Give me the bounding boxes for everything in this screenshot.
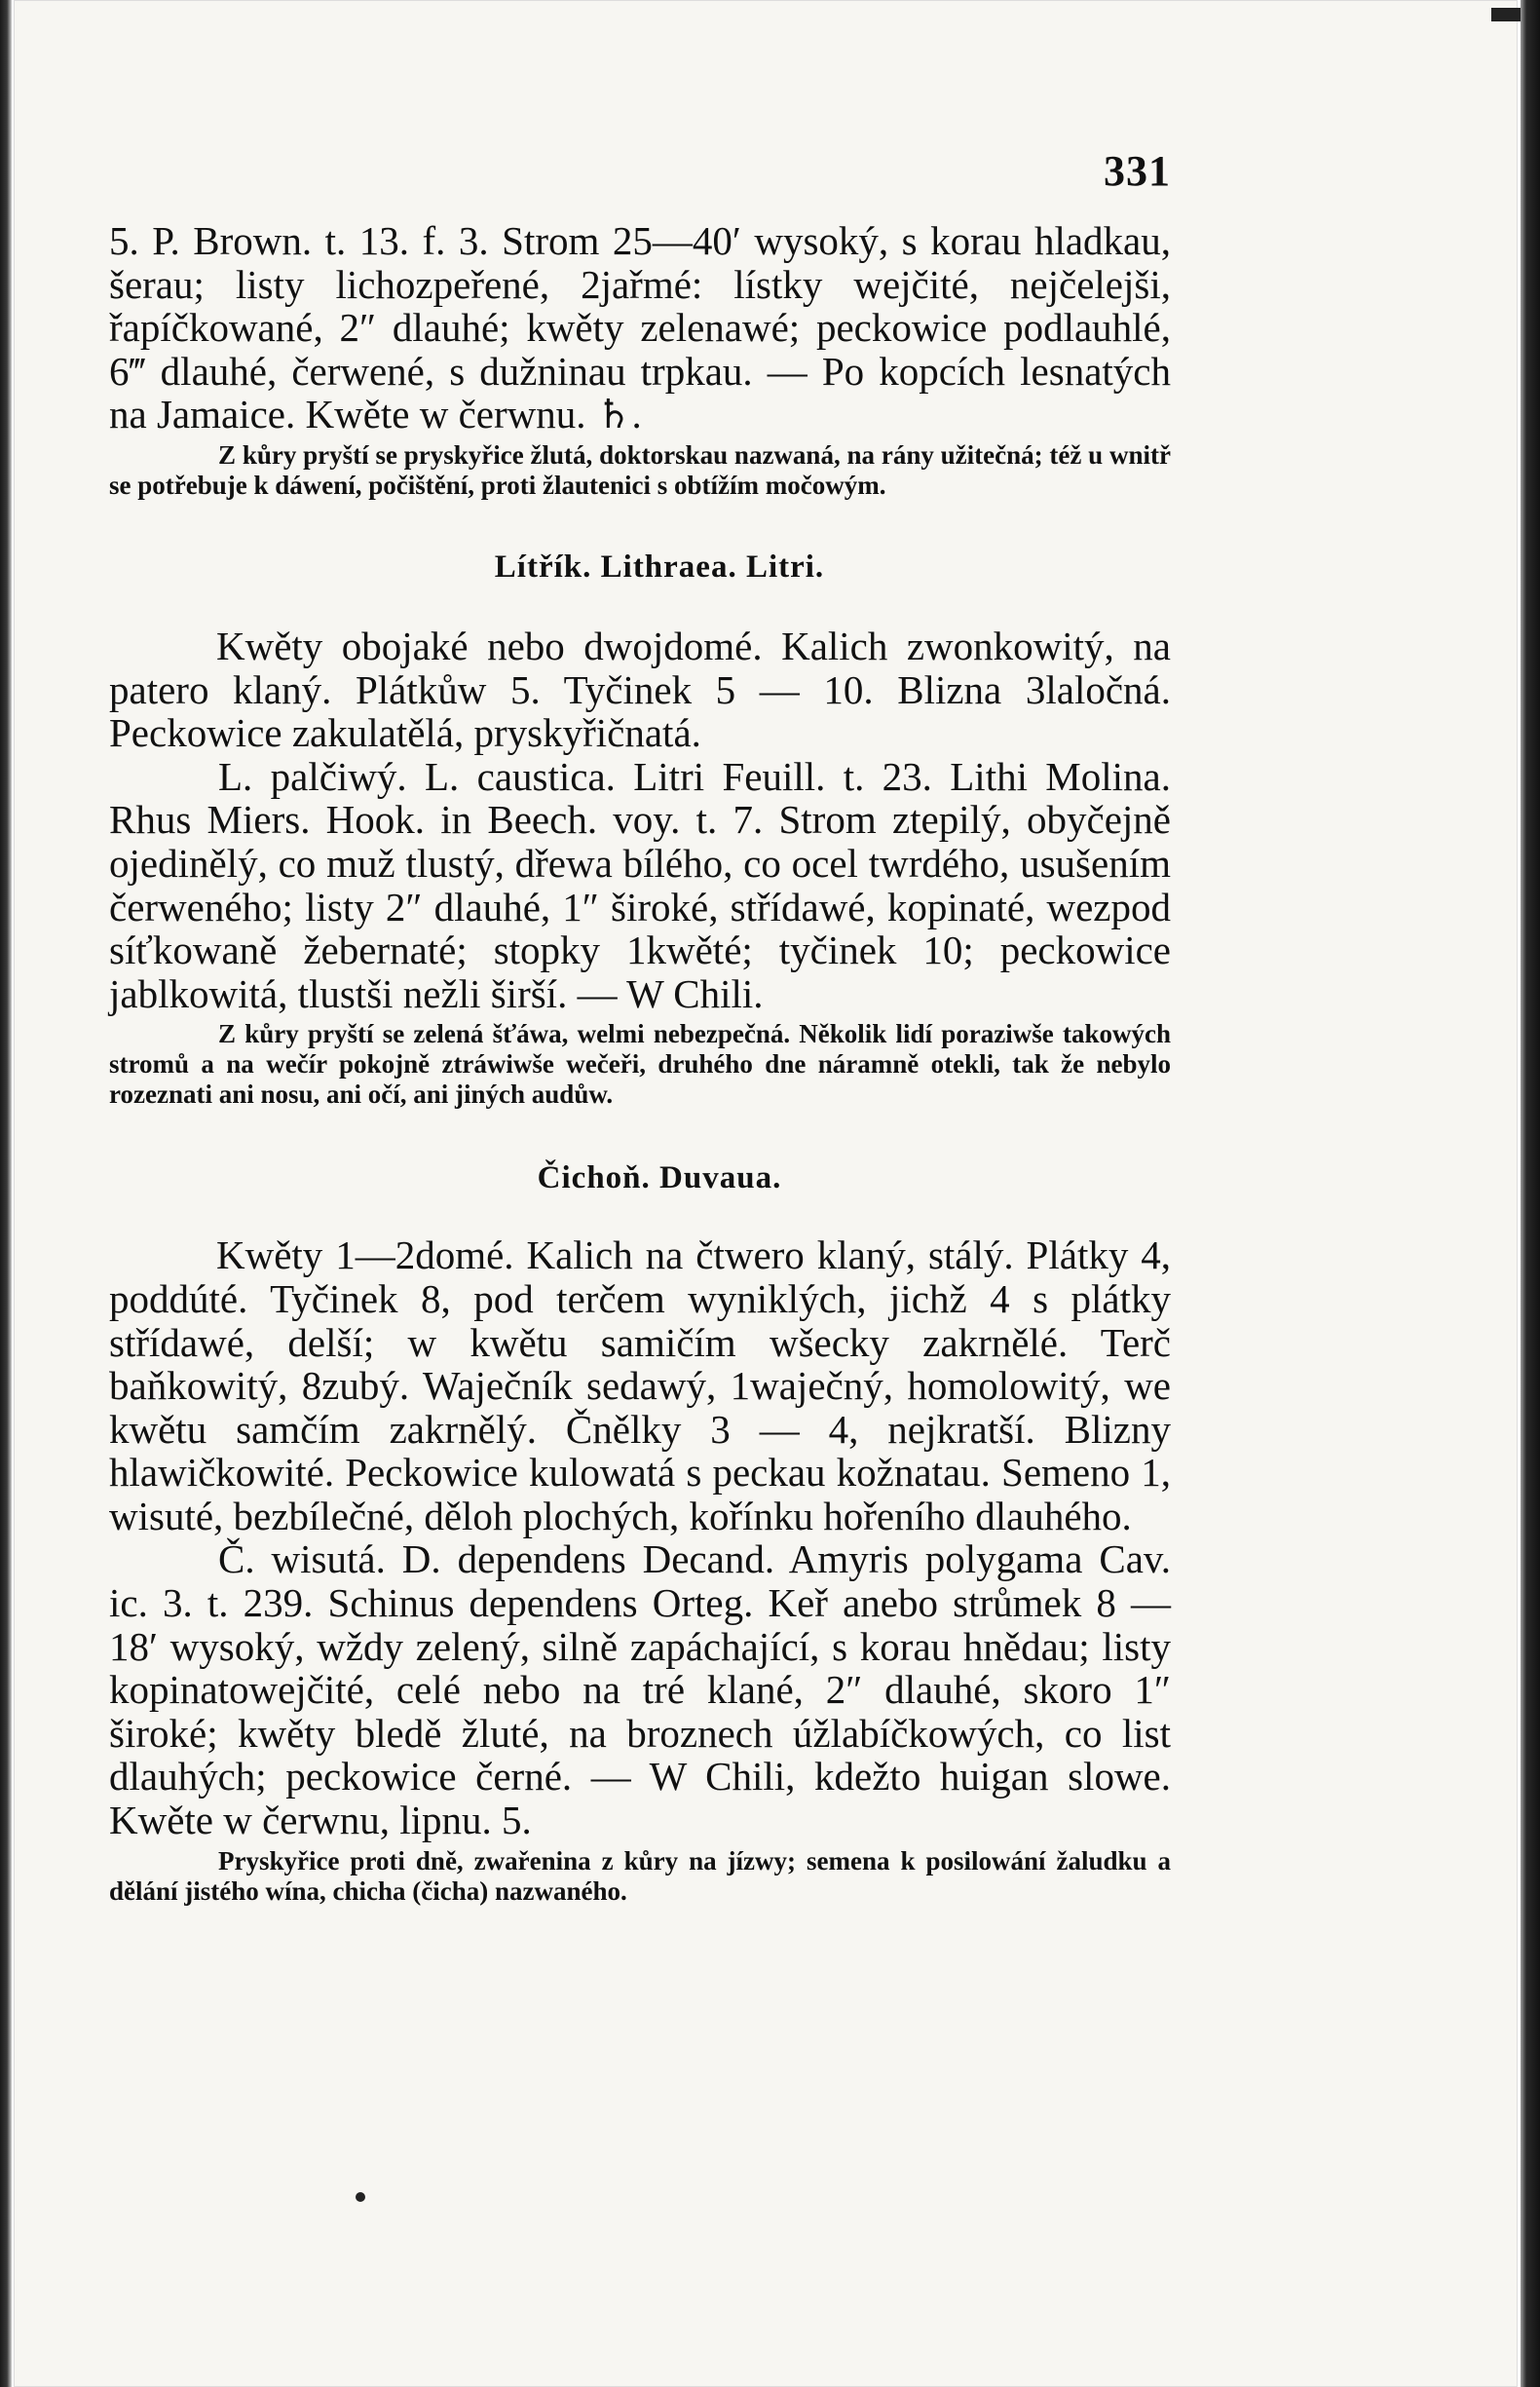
entry-top-text: 5. P. Brown. t. 13. f. 3. Strom 25—40′ wysoký, s korau hladkau, šerau; listy lichozpeřené, 2jařmé: lístky wejčité, nejčelejši, řapíčkowané, 2″ dlauhé; kwěty zelenawé; peckowice podlauhlé, 6‴ dlauhé, čerwené, s dužninau trpkau. — Po kopcích lesnatých na Jamaice. Kwěte w čerwnu. ♄. [109,218,1171,437]
genus-heading-litrik: Lítřík. Lithraea. Litri. [494,549,825,585]
page-number: 331 [1104,147,1171,195]
entry-top-note: Z kůry pryští se pryskyřice žlutá, doktorskau nazwaná, na rány užitečná; též u wnitř se potřebuje k dáwení, počištění, proti žlautenici s obtížím močowým. [109,439,1171,500]
species-duvaua-dependens: Č. wisutá. D. dependens Decand. Amyris polygama Cav. ic. 3. t. 239. Schinus dependens Orteg. Keř anebo strůmek 8 — 18′ wysoký, wždy zelený, silně zapáchající, s korau hnědau; listy kopinatowejčité, celé nebo na tré klané, 2″ dlauhé, skoro 1″ široké; kwěty bledě žluté, na broznech úžlabíčkowých, co list dlauhých; peckowice černé. — W Chili, kdežto huigan slowe. Kwěte w čerwnu, lipnu. 5. [109,1536,1171,1843]
page-content [109,219,1171,1907]
scan-corner-mark [1491,8,1521,21]
stray-dot [356,2192,365,2202]
note-litrik: Z kůry pryští se zelená šťáwa, welmi nebezpečná. Několik lidí poraziwše takowých stromů a na wečír pokojně ztráwiwše wečeři, druhého dne náramně otekli, tak že nebylo rozeznati ani nosu, ani očí, ani jiných audůw. [109,1019,1171,1110]
genus-description-litrik: Kwěty obojaké nebo dwojdomé. Kalich zwonkowitý, na patero klaný. Plátkůw 5. Tyčinek 5 — 10. Blizna 3laločná. Peckowice zakulatělá, pryskyřičnatá. [109,623,1171,756]
genus-heading-cichon: Čichoň. Duvaua. [537,1160,782,1196]
genus-description-cichon: Kwěty 1—2domé. Kalich na čtwero klaný, stálý. Plátky 4, poddúté. Tyčinek 8, pod terčem wyniklých, jichž 4 s plátky střídawé, delší; w kwětu samičím wšecky zakrnělé. Terč baňkowitý, 8zubý. Waječník sedawý, 1waječný, homolowitý, we kwětu samčím zakrnělý. Čnělky 3 — 4, nejkratší. Blizny hlawičkowité. Peckowice kulowatá s peckau kožnatau. Semeno 1, wisuté, bezbílečné, děloh plochých, kořínku hořeního dlauhého. [109,1232,1171,1538]
scan-right-edge [1521,0,1540,2387]
note-cichon: Pryskyřice proti dně, zwařenina z kůry na jízwy; semena k posilowání žaludku a dělání jistého wína, chicha (čicha) nazwaného. [109,1845,1171,1906]
scan-left-edge [0,0,12,2387]
species-lithraea-caustica: L. palčiwý. L. caustica. Litri Feuill. t. 23. Lithi Molina. Rhus Miers. Hook. in Beech. voy. t. 7. Strom ztepilý, obyčejně ojedinělý, co muž tlustý, dřewa bílého, co ocel twrdého, usušením čerweného; listy 2″ dlauhé, 1″ široké, střídawé, kopinaté, wezpod síťkowaně žebernaté; stopky 1kwěté; tyčinek 10; peckowice jablkowitá, tlustši nežli širší. — W Chili. [109,753,1171,1016]
